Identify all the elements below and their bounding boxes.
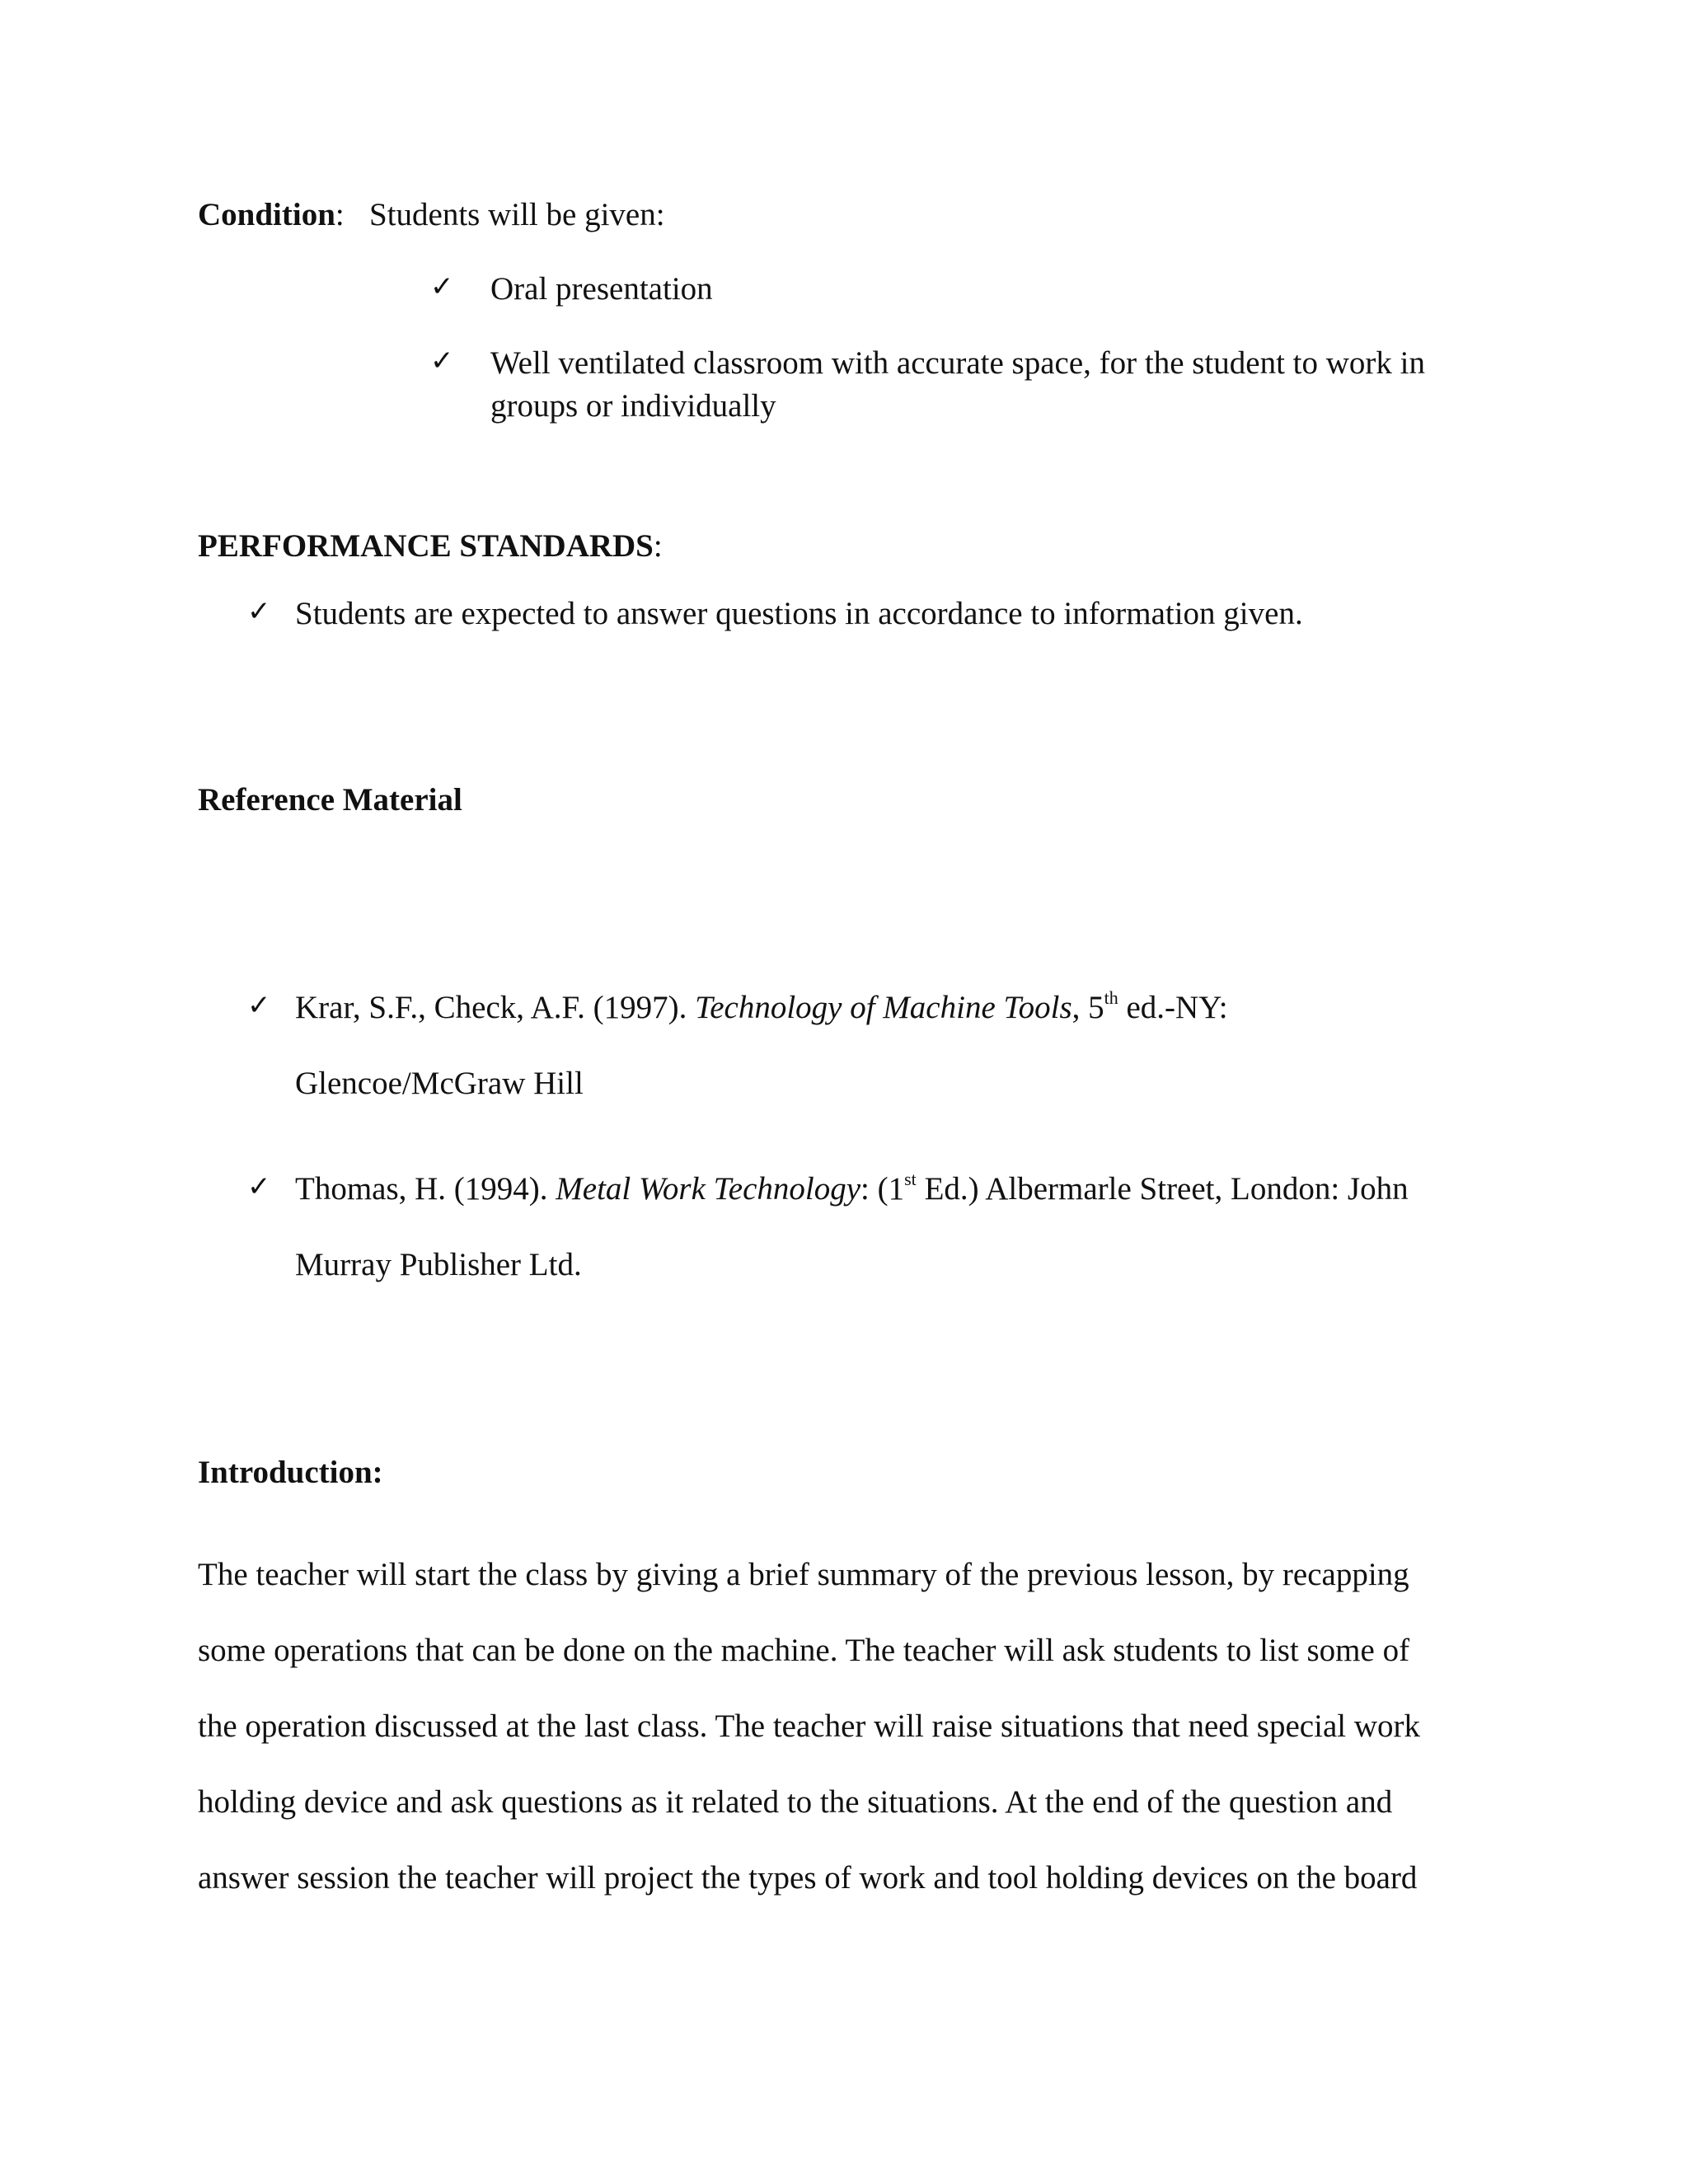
introduction-heading: Introduction:: [198, 1455, 383, 1490]
reference-item-2-title: Metal Work Technology: [556, 1171, 861, 1207]
introduction-line-1: The teacher will start the class by giving a brief summary of the previous lesson, by recapping: [198, 1557, 1409, 1592]
performance-item: Students are expected to answer questions in accordance to information given.: [295, 596, 1303, 631]
introduction-line-5: answer session the teacher will project the types of work and tool holding devices on the board: [198, 1860, 1418, 1896]
check-icon: ✓: [430, 270, 454, 303]
introduction-line-4: holding device and ask questions as it related to the situations. At the end of the question and: [198, 1784, 1393, 1820]
condition-line: [198, 196, 345, 233]
condition-intro: Students will be given:: [369, 197, 665, 232]
reference-item-1-authors: Krar, S.F., Check, A.F. (1997).: [295, 990, 696, 1025]
introduction-line-2: some operations that can be done on the machine. The teacher will ask students to list some of: [198, 1633, 1410, 1668]
reference-item-2-authors: Thomas, H. (1994).: [295, 1171, 556, 1207]
condition-item-1: Oral presentation: [490, 271, 713, 307]
condition-item-2-line-2: groups or individually: [490, 388, 776, 424]
reference-item-1-post: ed.-NY:: [1118, 990, 1228, 1025]
reference-item-1-sup: th: [1104, 987, 1118, 1008]
reference-item-2-mid: : (1: [860, 1171, 905, 1207]
introduction-line-3: the operation discussed at the last class. The teacher will raise situations that need special work: [198, 1708, 1420, 1744]
performance-colon: :: [653, 528, 663, 564]
reference-item-1-title: Technology of Machine Tools: [695, 990, 1072, 1025]
check-icon: ✓: [247, 989, 271, 1022]
reference-item-1-line-1: [295, 989, 1228, 1026]
reference-item-1-line-2: Glencoe/McGraw Hill: [295, 1066, 584, 1101]
check-icon: ✓: [247, 1170, 271, 1203]
condition-label: Condition: [198, 197, 335, 232]
reference-item-2-line-2: Murray Publisher Ltd.: [295, 1247, 582, 1282]
condition-item-2-line-1: Well ventilated classroom with accurate space, for the student to work in: [490, 345, 1425, 381]
reference-item-2-post: Ed.) Albermarle Street, London: John: [916, 1171, 1409, 1207]
reference-item-2-line-1: [295, 1170, 1409, 1207]
condition-colon: :: [335, 197, 345, 232]
performance-heading: PERFORMANCE STANDARDS: [198, 528, 654, 564]
check-icon: ✓: [430, 344, 454, 377]
reference-heading: Reference Material: [198, 782, 462, 818]
check-icon: ✓: [247, 595, 271, 628]
reference-item-2-sup: st: [904, 1169, 917, 1189]
performance-heading-line: [198, 527, 663, 565]
reference-item-1-mid: , 5: [1071, 990, 1104, 1025]
